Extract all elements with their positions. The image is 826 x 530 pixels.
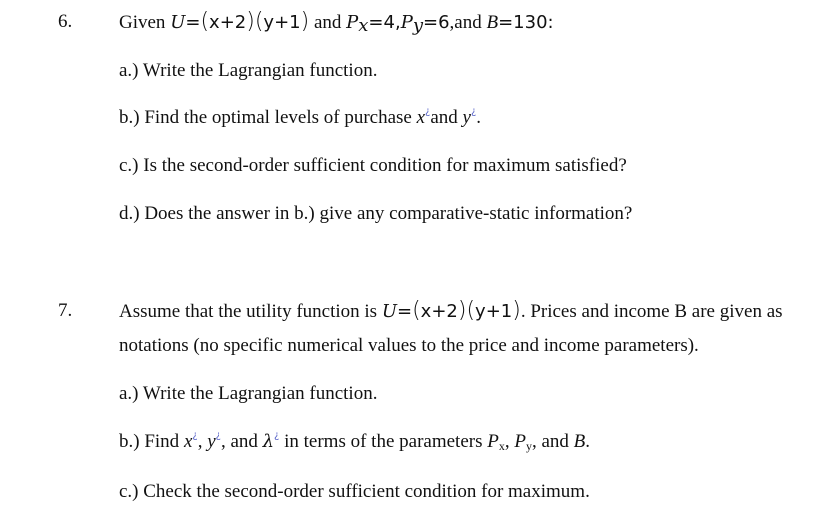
q7-part-b-comma-2: , and — [220, 431, 263, 452]
q7-part-b-comma-3: , — [504, 431, 515, 452]
q7-part-c: c.) Check the second-order sufficient condition for maximum. — [119, 481, 590, 502]
q7-close-paren-2: ) — [512, 298, 521, 323]
q6-close-paren-1: ) — [246, 9, 255, 34]
q7-open-paren-2: ( — [466, 298, 476, 323]
q6-part-c: c.) Is the second-order sufficient condition for maximum satisfied? — [119, 155, 627, 176]
q6-part-d: d.) Does the answer in b.) give any comparative-static information? — [119, 203, 633, 224]
q7-close-paren-1: ) — [457, 298, 467, 323]
q7-part-b-y-mark: ¿ — [215, 430, 221, 441]
q6-given-text: Given — [119, 12, 171, 33]
q7-part-b-py: P — [514, 431, 526, 452]
q7-part-b-lead: b.) Find — [119, 431, 184, 452]
q7-tail-text: . Prices and income B are given as — [520, 301, 783, 322]
q6-price-x-symbol: P — [346, 12, 359, 33]
q7-equals-sign: = — [396, 301, 413, 322]
q7-part-b — [119, 431, 590, 453]
q7-part-b-y: y — [207, 431, 216, 452]
q7-factor-y: y+1 — [475, 301, 513, 322]
q6-part-b-y: y — [462, 107, 471, 128]
q6-and-text-2: ,and — [449, 12, 487, 33]
q7-part-b-x-mark: ¿ — [192, 430, 198, 441]
q6-and-text: and — [309, 12, 347, 33]
q7-open-paren-1: ( — [412, 298, 421, 323]
q7-part-b-comma-4: , and — [531, 431, 574, 452]
q7-part-b-px-sub: x — [498, 439, 505, 453]
q6-part-b-period: . — [476, 107, 482, 128]
q6-price-x-value: =4, — [368, 12, 401, 33]
q6-factor-y: y+1 — [263, 12, 301, 33]
q6-utility-symbol: U — [170, 12, 186, 33]
q6-budget-symbol: B — [486, 12, 499, 33]
q6-part-b — [119, 107, 481, 129]
q6-part-b-text: b.) Find the optimal levels of purchase — [119, 107, 417, 128]
q7-part-b-lambda: λ — [262, 431, 275, 452]
q6-open-paren-2: ( — [254, 9, 264, 34]
q7-part-b-comma-1: , — [197, 431, 208, 452]
q7-part-b-mid: in terms of the parameters — [279, 431, 488, 452]
q6-price-y-value: =6 — [422, 12, 450, 33]
q7-factor-x: x+2 — [420, 301, 458, 322]
question-7-statement-line-2: notations (no specific numerical values to the price and income parameters). — [119, 335, 699, 356]
q7-part-b-x: x — [183, 431, 193, 452]
q6-part-a: a.) Write the Lagrangian function. — [119, 60, 378, 81]
q6-part-b-x: x — [416, 107, 426, 128]
q7-lead-text: Assume that the utility function is — [119, 301, 382, 322]
q6-close-paren-2: ) — [300, 9, 310, 34]
q6-budget-value: =130: — [498, 12, 554, 33]
q7-part-b-lambda-mark: ¿ — [274, 430, 280, 441]
q7-part-b-budget: B — [573, 431, 586, 452]
question-7-number: 7. — [58, 300, 73, 321]
q6-open-paren-1: ( — [200, 9, 210, 34]
q6-part-b-x-mark: ¿ — [425, 106, 431, 117]
q7-part-a: a.) Write the Lagrangian function. — [119, 383, 378, 404]
q6-part-b-and: and — [430, 107, 463, 128]
q6-part-b-y-mark: ¿ — [470, 106, 477, 117]
q6-price-x-subscript: x — [358, 15, 369, 36]
q7-part-b-py-sub: y — [525, 439, 532, 453]
q7-utility-symbol: U — [381, 301, 397, 322]
q6-price-y-symbol: P — [400, 12, 413, 33]
q6-equals-sign: = — [185, 12, 201, 33]
q6-price-y-subscript: y — [412, 15, 423, 36]
question-7-statement-line-1 — [119, 300, 783, 323]
question-6-number: 6. — [58, 11, 73, 32]
question-6-statement — [119, 11, 554, 34]
q7-part-b-px: P — [487, 431, 499, 452]
q7-part-b-period: . — [585, 431, 590, 452]
q6-factor-x: x+2 — [209, 12, 247, 33]
